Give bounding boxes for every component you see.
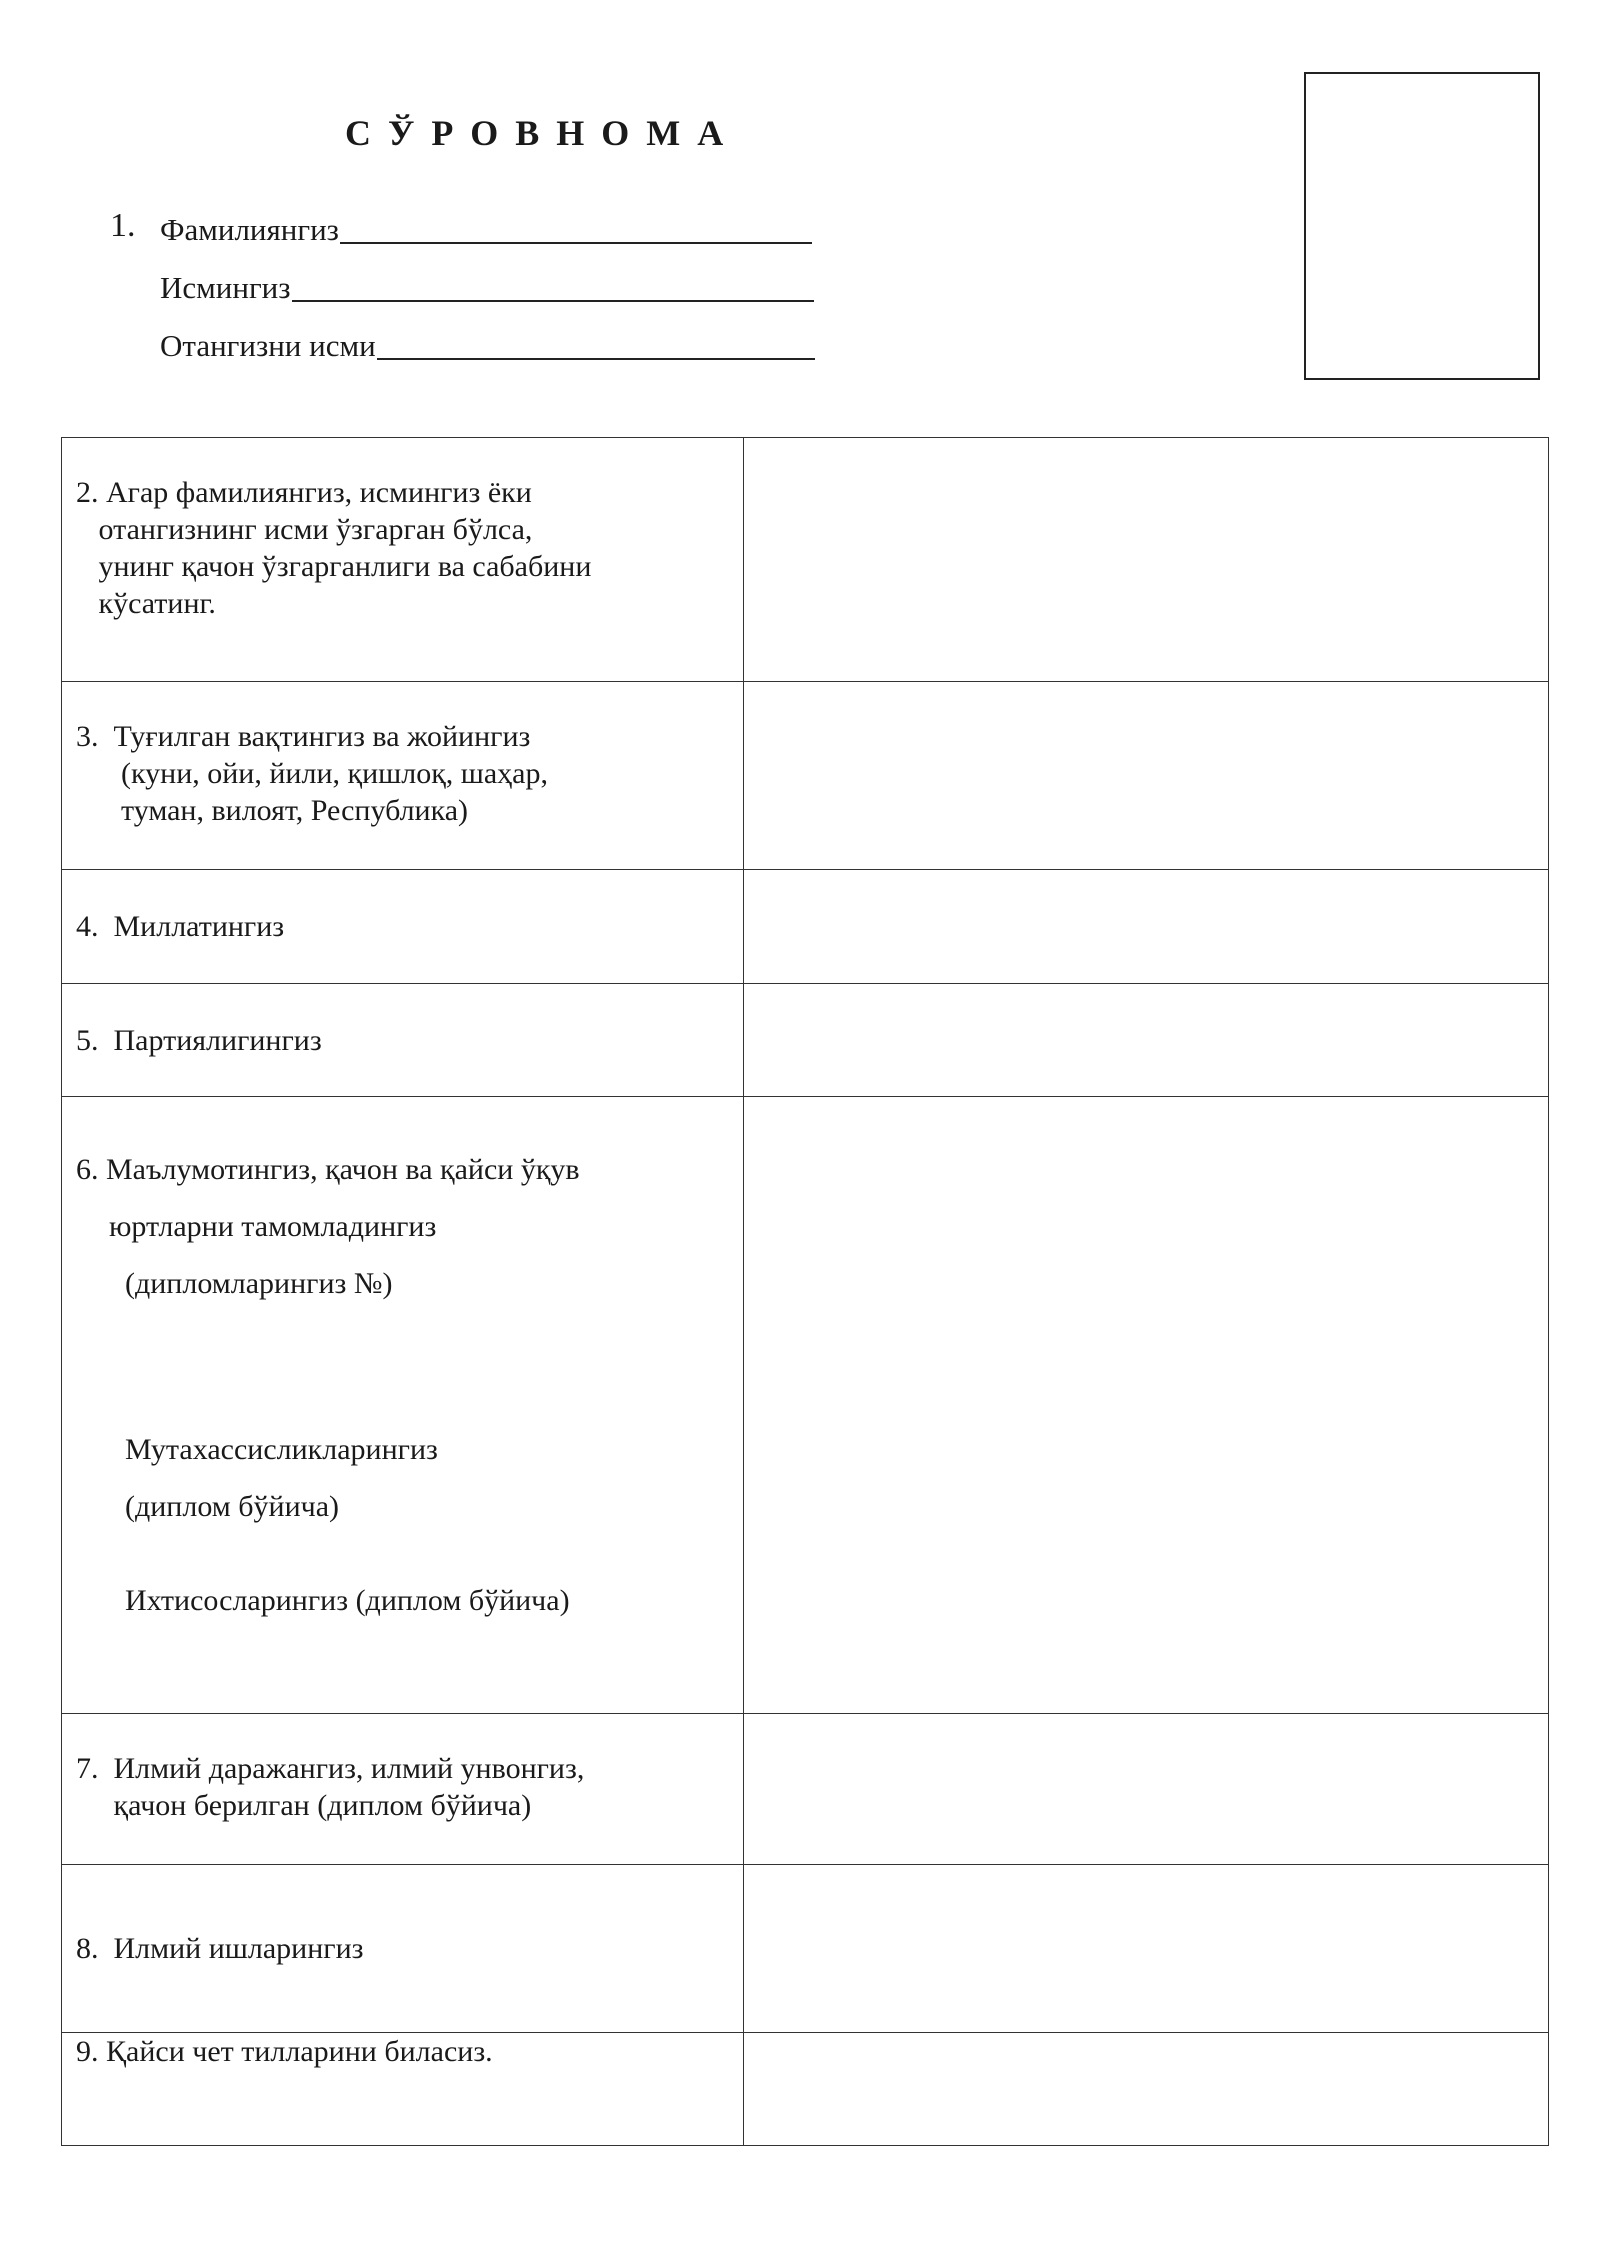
question-6-specialties: Мутахассисликларингиз — [125, 1433, 438, 1466]
question-cell — [62, 1714, 744, 1865]
surname-row — [160, 210, 812, 250]
question-cell — [62, 984, 744, 1097]
question-4-text: 4. Миллатингиз — [76, 910, 285, 943]
table-row — [62, 1714, 1549, 1865]
question-3-text: 3. Туғилган вақтингиз ва жойингиз (куни, ойи, йили, қишлоқ, шаҳар, туман, вилоят, Республика) — [76, 720, 549, 827]
answer-4-field[interactable] — [744, 870, 1549, 984]
questionnaire-table — [61, 437, 1549, 2146]
question-cell — [62, 1097, 744, 1714]
question-6-line-1: 6. Маълумотингиз, қачон ва қайси ўқув — [76, 1153, 580, 1186]
surname-label: Фамилиянгиз — [160, 212, 339, 247]
answer-5-field[interactable] — [744, 984, 1549, 1097]
table-row — [62, 438, 1549, 682]
first-name-field[interactable] — [292, 270, 814, 302]
patronymic-field[interactable] — [377, 328, 815, 360]
question-7-text: 7. Илмий даражангиз, илмий унвонгиз, қачон берилган (диплом бўйича) — [76, 1752, 585, 1822]
table-row — [62, 984, 1549, 1097]
patronymic-label: Отангизни исми — [160, 328, 376, 363]
question-8-text: 8. Илмий ишларингиз — [76, 1932, 364, 1965]
question-cell — [62, 438, 744, 682]
photo-placeholder — [1304, 72, 1540, 380]
question-cell — [62, 1865, 744, 2033]
first-name-row — [160, 268, 814, 308]
answer-3-field[interactable] — [744, 682, 1549, 870]
table-row — [62, 1865, 1549, 2033]
question-2-text: 2. Агар фамилиянгиз, исмингиз ёки отангизнинг исми ўзгарган бўлса, унинг қачон ўзгарганлиги ва сабабини кўсатинг. — [76, 476, 592, 620]
answer-7-field[interactable] — [744, 1714, 1549, 1865]
question-9-text: 9. Қайси чет тилларини биласиз. — [76, 2035, 493, 2068]
table-row — [62, 1097, 1549, 1714]
question-6-specialties-note: (диплом бўйича) — [125, 1490, 340, 1523]
question-cell — [62, 682, 744, 870]
answer-9-field[interactable] — [744, 2033, 1549, 2146]
answer-8-field[interactable] — [744, 1865, 1549, 2033]
table-row — [62, 870, 1549, 984]
name-section-number: 1. — [110, 207, 136, 244]
surname-field[interactable] — [340, 212, 812, 244]
table-row — [62, 682, 1549, 870]
question-6-line-3: (дипломларингиз №) — [125, 1267, 393, 1300]
patronymic-row — [160, 326, 815, 366]
table-row — [62, 2033, 1549, 2146]
first-name-label: Исмингиз — [160, 270, 291, 305]
question-6-line-2: юртларни тамомладингиз — [109, 1210, 437, 1243]
answer-6-field[interactable] — [744, 1097, 1549, 1714]
question-5-text: 5. Партиялигингиз — [76, 1023, 322, 1057]
question-cell — [62, 870, 744, 984]
question-6-qualifications: Ихтисосларингиз (диплом бўйича) — [125, 1584, 570, 1617]
answer-2-field[interactable] — [744, 438, 1549, 682]
question-cell — [62, 2033, 744, 2146]
form-title: СЎРОВНОМА — [345, 113, 741, 153]
